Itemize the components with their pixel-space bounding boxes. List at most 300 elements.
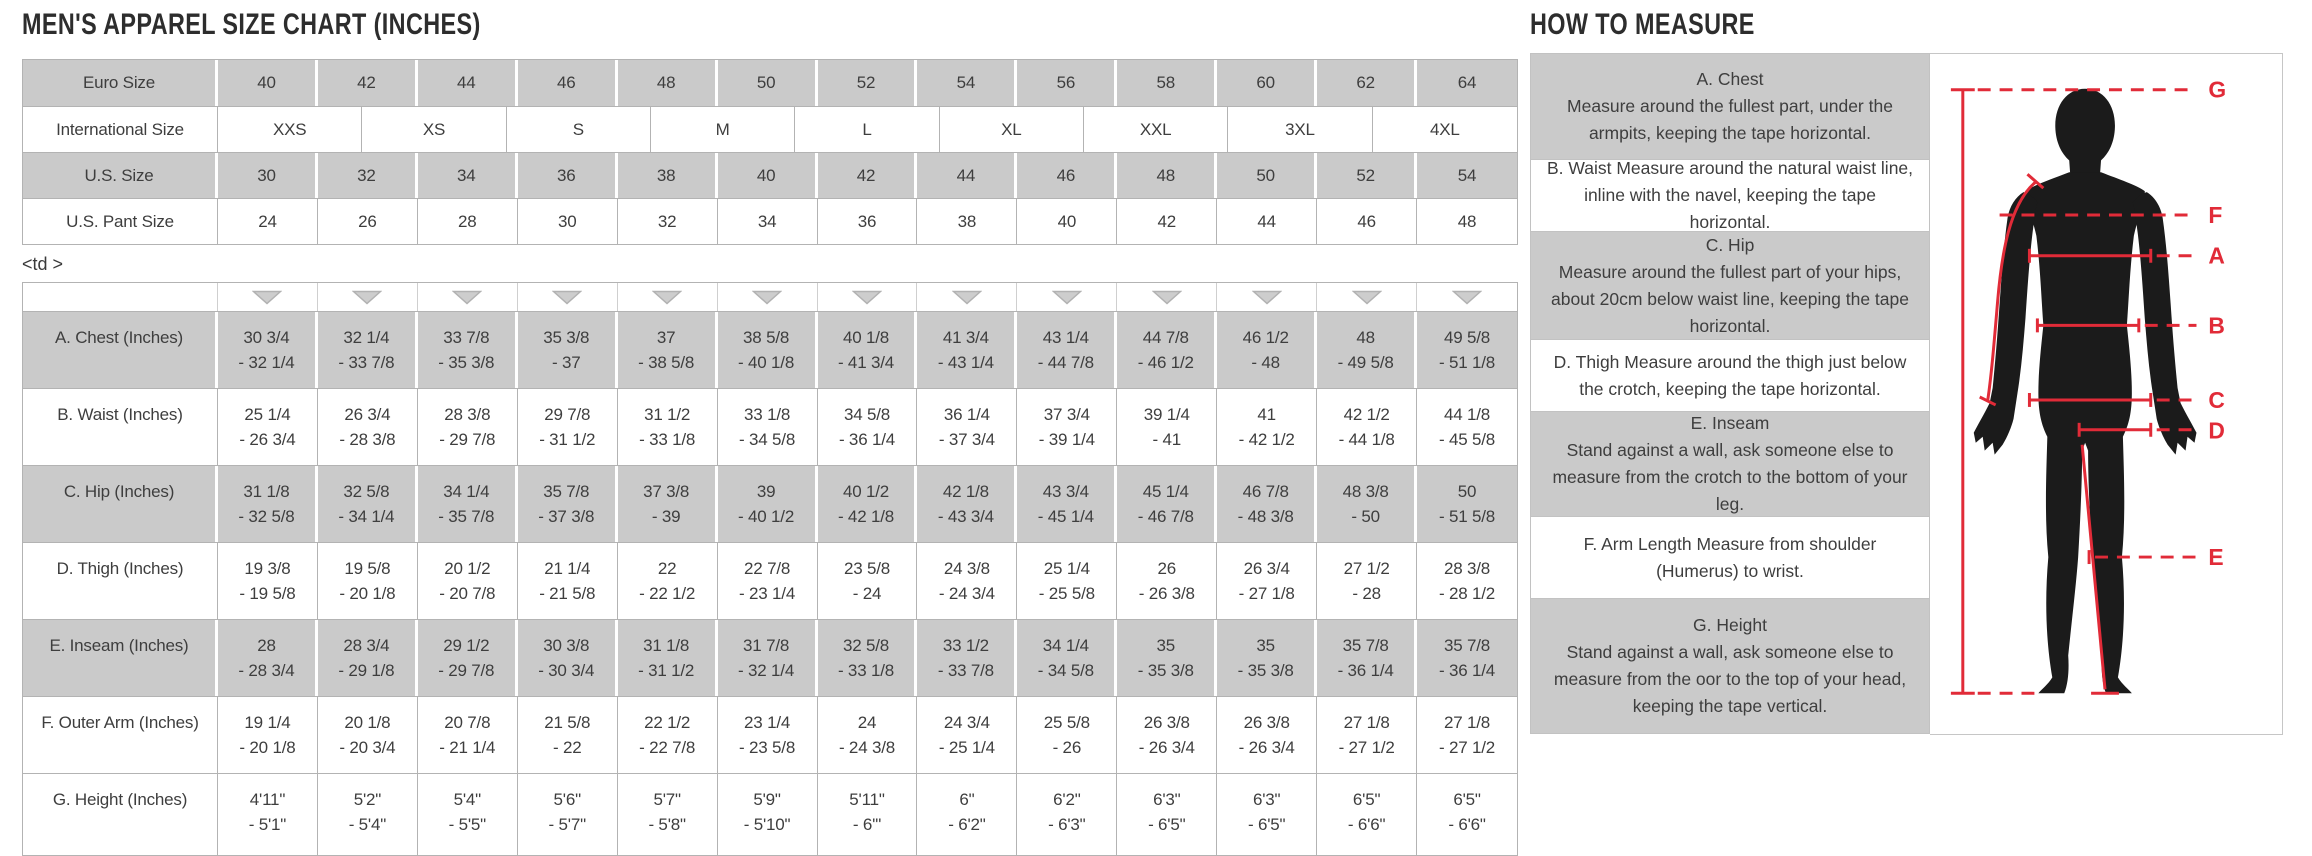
measurement-label: D. Thigh (Inches) [23, 543, 218, 619]
measurement-label: F. Outer Arm (Inches) [23, 697, 218, 773]
measurement-range [917, 697, 1017, 773]
range-line: 24 3/4 [943, 713, 990, 732]
range-line: 21 5/8 [544, 713, 591, 732]
range-line: 35 3/8 [543, 328, 590, 347]
measurement-range [1317, 466, 1417, 542]
range-line: - 28 [1352, 584, 1381, 603]
range-line: 43 3/4 [1042, 482, 1089, 501]
range-line: 20 7/8 [444, 713, 491, 732]
size-value: L [795, 107, 939, 152]
range-line: - 41 [1152, 430, 1181, 449]
range-line: - 51 5/8 [1439, 507, 1496, 526]
measurement-label: B. Waist (Inches) [23, 389, 218, 465]
measurement-range [418, 389, 518, 465]
range-line: - 29 1/8 [338, 661, 395, 680]
measurement-range [318, 466, 418, 542]
dropdown-arrow-cell[interactable] [1117, 283, 1217, 311]
measurement-range [818, 543, 918, 619]
range-line: 24 3/8 [943, 559, 990, 578]
male-silhouette [1974, 89, 2197, 694]
range-line: 6" [959, 790, 975, 809]
dropdown-arrow-icon[interactable] [652, 290, 682, 305]
range-line: - 26 3/4 [1138, 738, 1195, 757]
range-line: - 27 1/2 [1338, 738, 1395, 757]
measurement-range [618, 697, 718, 773]
size-value: 36 [818, 199, 918, 244]
measurement-range [917, 466, 1017, 542]
measurement-range [518, 389, 618, 465]
range-line: 29 7/8 [544, 405, 591, 424]
measurement-range [518, 312, 618, 388]
range-line: - 23 5/8 [739, 738, 796, 757]
measurement-label: A. Chest (Inches) [23, 312, 218, 388]
measurement-range [1317, 620, 1417, 696]
range-line: - 29 7/8 [439, 430, 496, 449]
range-line: 26 3/4 [344, 405, 391, 424]
range-line: - 28 3/8 [339, 430, 396, 449]
measurement-range [718, 620, 818, 696]
range-line: 23 1/4 [744, 713, 791, 732]
range-line: - 36 1/4 [1337, 661, 1394, 680]
size-value: 48 [1117, 153, 1217, 198]
dropdown-arrow-icon[interactable] [452, 290, 482, 305]
size-value: 28 [418, 199, 518, 244]
measurement-range [1417, 466, 1517, 542]
range-line: 39 1/4 [1143, 405, 1190, 424]
range-line: - 44 7/8 [1037, 353, 1094, 372]
measurement-range [718, 389, 818, 465]
size-value: 52 [818, 60, 918, 106]
diagram-letter-labels [2208, 77, 2226, 570]
range-line: 35 7/8 [1443, 636, 1491, 655]
measurement-range [518, 466, 618, 542]
measurement-range [818, 466, 918, 542]
range-line: - 43 3/4 [937, 507, 994, 526]
measurement-range [917, 543, 1017, 619]
instruction-title: C. Hip [1705, 234, 1755, 255]
range-line: - 5'1" [248, 815, 287, 834]
range-line: 20 1/8 [344, 713, 391, 732]
measurement-range [818, 697, 918, 773]
range-line: 36 1/4 [943, 405, 990, 424]
row-label: U.S. Size [23, 153, 218, 198]
measurement-range [1117, 774, 1217, 855]
range-line: 34 1/4 [443, 482, 490, 501]
range-line: - 41 3/4 [837, 353, 895, 372]
dropdown-arrow-cell[interactable] [618, 283, 718, 311]
range-line: 26 3/8 [1143, 713, 1190, 732]
size-conversion-table [22, 59, 1518, 245]
measurement-range [218, 774, 318, 855]
range-line: 6'5" [1453, 790, 1481, 809]
dropdown-arrow-cell[interactable] [1017, 283, 1117, 311]
measurement-range [818, 312, 918, 388]
range-line: - 38 5/8 [638, 353, 695, 372]
range-line: - 23 1/4 [739, 584, 796, 603]
size-value: 26 [318, 199, 418, 244]
measurement-row-f-outer-arm-inches [23, 696, 1517, 773]
range-line: - 24 [852, 584, 882, 603]
measurement-row-d-thigh-inches [23, 542, 1517, 619]
range-line: 6'2" [1053, 790, 1081, 809]
diagram-label-F: F [2208, 201, 2223, 228]
dropdown-arrow-icon[interactable] [952, 290, 982, 305]
range-line: - 51 1/8 [1439, 353, 1496, 372]
size-row-international-size [23, 106, 1517, 152]
size-value: 24 [218, 199, 318, 244]
range-line: 35 [1256, 636, 1275, 655]
measurement-range [518, 543, 618, 619]
range-line: - 43 1/4 [937, 353, 994, 372]
measurement-range [818, 620, 918, 696]
measurement-range [1017, 389, 1117, 465]
instruction-text: Stand against a wall, ask someone else to measure from the crotch to the bottom of your leg. [1552, 440, 1908, 514]
measurement-range [1017, 620, 1117, 696]
size-chart-section [22, 8, 1518, 856]
range-line: - 26 [1052, 738, 1082, 757]
measurement-range [418, 543, 518, 619]
range-line: - 39 1/4 [1038, 430, 1095, 449]
row-label: International Size [23, 107, 218, 152]
measurement-range [1017, 466, 1117, 542]
range-line: - 6'5" [1247, 815, 1286, 834]
measurement-range [218, 466, 318, 542]
range-line: 25 1/4 [244, 405, 291, 424]
range-line: - 33 7/8 [937, 661, 994, 680]
measurement-range [1417, 543, 1517, 619]
range-line: 31 1/2 [644, 405, 691, 424]
instruction-text: Stand against a wall, ask someone else to measure from the oor to the top of your head, keeping the tape vertical. [1553, 642, 1907, 716]
range-line: - 21 5/8 [539, 584, 596, 603]
size-value: 64 [1457, 73, 1477, 92]
measurement-range [1117, 312, 1217, 388]
range-line: - 26 3/4 [1238, 738, 1295, 757]
measurement-range [818, 774, 918, 855]
range-line: - 5'7" [548, 815, 586, 834]
range-line: 25 1/4 [1043, 559, 1090, 578]
instruction-title: E. Inseam [1690, 413, 1770, 433]
range-line: - 44 1/8 [1338, 430, 1395, 449]
dropdown-arrow-icon[interactable] [252, 290, 282, 305]
range-line: - 48 3/8 [1237, 507, 1294, 526]
range-line: - 6'6" [1347, 815, 1386, 834]
range-line: - 36 1/4 [838, 430, 896, 449]
dropdown-arrow-cell[interactable] [218, 283, 318, 311]
range-line: - 32 1/4 [738, 661, 795, 680]
measurement-range [1017, 697, 1117, 773]
measurement-range [1217, 466, 1317, 542]
dropdown-arrow-icon[interactable] [1452, 290, 1482, 305]
range-line: 33 1/8 [744, 405, 791, 424]
measurement-range [1117, 466, 1217, 542]
measurement-row-e-inseam-inches [23, 619, 1517, 696]
range-line: - 39 [651, 507, 681, 526]
dropdown-arrow-cell[interactable] [318, 283, 418, 311]
measurement-range [1217, 312, 1317, 388]
size-value: 30 [518, 199, 618, 244]
range-line: - 22 7/8 [639, 738, 696, 757]
range-line: - 31 1/2 [539, 430, 596, 449]
dropdown-arrow-icon[interactable] [352, 290, 382, 305]
size-value: 3XL [1228, 107, 1372, 152]
range-line: 27 1/2 [1343, 559, 1390, 578]
range-line: 22 1/2 [644, 713, 691, 732]
range-line: - 37 3/4 [938, 430, 995, 449]
range-line: - 36 1/4 [1439, 661, 1496, 680]
measurement-range [718, 312, 818, 388]
diagram-label-A: A [2208, 242, 2225, 269]
range-line: - 25 5/8 [1038, 584, 1095, 603]
instruction-title: G. Height [1693, 615, 1767, 635]
measurement-range [418, 312, 518, 388]
range-line: 31 7/8 [743, 636, 790, 655]
dropdown-arrow-icon[interactable] [1152, 290, 1182, 305]
range-line: - 34 5/8 [1037, 661, 1094, 680]
range-line: - 6'" [852, 815, 882, 834]
size-row-euro-size [23, 60, 1517, 106]
measure-instruction-c-hip [1531, 231, 1929, 339]
measurement-range [718, 543, 818, 619]
range-line: 19 5/8 [344, 559, 391, 578]
dropdown-arrow-icon[interactable] [1352, 290, 1382, 305]
size-row-u-s-pant-size [23, 198, 1517, 244]
range-line: 6'5" [1352, 790, 1381, 809]
range-line: 30 3/8 [543, 636, 590, 655]
size-value: 46 [1317, 199, 1417, 244]
size-value: 54 [1457, 165, 1477, 185]
range-line: 5'7" [653, 790, 681, 809]
diagram-label-C: C [2208, 386, 2225, 413]
range-line: 32 5/8 [842, 636, 890, 655]
size-value: 44 [917, 153, 1017, 198]
silhouette-head [2055, 89, 2115, 175]
measure-instruction-a-chest [1531, 54, 1929, 159]
range-line: - 42 1/8 [837, 507, 895, 526]
range-line: 37 [656, 328, 676, 347]
range-line: 22 [657, 559, 677, 578]
range-line: 37 3/4 [1043, 405, 1090, 424]
measurement-range [1017, 774, 1117, 855]
size-value: 44 [1217, 199, 1317, 244]
range-line: - 27 1/8 [1238, 584, 1295, 603]
dropdown-arrow-icon[interactable] [552, 290, 582, 305]
range-line: 28 3/4 [343, 636, 390, 655]
range-line: 45 1/4 [1142, 482, 1189, 501]
measurement-range [218, 620, 318, 696]
range-line: 6'3" [1153, 790, 1181, 809]
measurement-range [318, 620, 418, 696]
size-value: 54 [917, 60, 1017, 106]
measurement-range [818, 389, 918, 465]
silhouette-left-arm [1974, 192, 2038, 455]
measurement-range [618, 466, 718, 542]
range-line: - 45 1/4 [1037, 507, 1094, 526]
range-line: - 33 1/8 [837, 661, 895, 680]
measurement-label: E. Inseam (Inches) [23, 620, 218, 696]
size-value: 38 [618, 153, 718, 198]
measure-instruction-g-height [1531, 598, 1929, 733]
measurement-range [917, 312, 1017, 388]
dropdown-arrow-cell[interactable] [418, 283, 518, 311]
size-value: 40 [218, 60, 318, 106]
dropdown-arrow-cell[interactable] [718, 283, 818, 311]
size-value: XL [940, 107, 1084, 152]
range-line: 28 3/8 [1443, 559, 1491, 578]
range-line: 31 1/8 [643, 636, 690, 655]
dropdown-arrow-cell[interactable] [1217, 283, 1317, 311]
range-line: - 20 3/4 [339, 738, 396, 757]
range-line: - 35 3/8 [438, 353, 495, 372]
measure-instruction-d-thigh [1531, 339, 1929, 411]
range-line: 33 1/2 [942, 636, 989, 655]
size-row-u-s-size [23, 152, 1517, 198]
range-line: - 35 7/8 [438, 507, 495, 526]
measure-instruction-b-waist [1531, 159, 1929, 231]
range-line: - 29 7/8 [438, 661, 495, 680]
diagram-label-G: G [2208, 76, 2227, 103]
size-value: 32 [318, 153, 418, 198]
range-line: 46 1/2 [1242, 328, 1289, 347]
range-line: 27 1/8 [1443, 713, 1491, 732]
measurement-range [218, 312, 318, 388]
how-to-measure-section [1530, 8, 2283, 735]
range-line: - 30 3/4 [538, 661, 595, 680]
measurement-range [418, 620, 518, 696]
measurement-row-a-chest-inches [23, 311, 1517, 388]
range-line: 48 [1356, 328, 1375, 347]
size-value: 42 [318, 60, 418, 106]
dropdown-arrow-icon[interactable] [1252, 290, 1282, 305]
dropdown-arrow-icon[interactable] [752, 290, 782, 305]
measurement-range [1017, 312, 1117, 388]
range-line: - 34 5/8 [739, 430, 796, 449]
measurement-range [318, 389, 418, 465]
range-line: 34 5/8 [843, 405, 891, 424]
size-value: 34 [718, 199, 818, 244]
range-line: 28 [257, 636, 276, 655]
range-line: 34 1/4 [1042, 636, 1089, 655]
range-line: 40 1/2 [842, 482, 890, 501]
range-line: 35 7/8 [543, 482, 590, 501]
measurement-range [917, 774, 1017, 855]
range-line: - 6'6" [1448, 815, 1486, 834]
dropdown-header-row [23, 283, 1517, 311]
measurement-range [718, 774, 818, 855]
range-line: 35 [1156, 636, 1176, 655]
size-value: XXL [1084, 107, 1228, 152]
range-line: 44 1/8 [1443, 405, 1491, 424]
range-line: - 6'3" [1048, 815, 1086, 834]
range-line: 26 3/8 [1243, 713, 1290, 732]
measurement-range [1217, 389, 1317, 465]
range-line: - 40 1/2 [738, 507, 795, 526]
range-line: 32 1/4 [343, 328, 390, 347]
range-line: 43 1/4 [1042, 328, 1089, 347]
range-line: - 35 3/8 [1237, 661, 1294, 680]
size-value: 56 [1017, 60, 1117, 106]
range-line: 30 3/4 [243, 328, 290, 347]
range-line: - 20 1/8 [339, 584, 396, 603]
size-value: XXS [218, 107, 362, 152]
range-line: - 48 [1251, 353, 1280, 372]
range-line: - 49 5/8 [1337, 353, 1394, 372]
range-line: - 32 1/4 [238, 353, 295, 372]
size-value: 48 [1457, 211, 1477, 231]
size-value: 36 [518, 153, 618, 198]
dropdown-arrow-cell[interactable] [1317, 283, 1417, 311]
range-line: 29 1/2 [443, 636, 490, 655]
measurement-range [1317, 312, 1417, 388]
size-value: 34 [418, 153, 518, 198]
measure-instruction-e-inseam [1531, 411, 1929, 516]
measurement-range [618, 312, 718, 388]
range-line: 38 5/8 [743, 328, 790, 347]
range-line: - 40 1/8 [738, 353, 795, 372]
dropdown-arrow-cell[interactable] [518, 283, 618, 311]
size-value: 38 [917, 199, 1017, 244]
diagram-label-B: B [2208, 312, 2225, 339]
range-line: 19 1/4 [244, 713, 291, 732]
range-line: - 28 1/2 [1439, 584, 1496, 603]
measurement-range [1217, 620, 1317, 696]
range-line: 41 3/4 [942, 328, 989, 347]
measurement-range [1417, 620, 1517, 696]
size-value: 50 [1217, 153, 1317, 198]
measurement-range [418, 466, 518, 542]
size-chart-title: MEN'S APPAREL SIZE CHART (INCHES) [22, 8, 481, 41]
measurement-range [318, 543, 418, 619]
range-line: 48 3/8 [1342, 482, 1389, 501]
diagram-label-E: E [2208, 544, 2224, 571]
size-value: 46 [518, 60, 618, 106]
measurement-range [618, 389, 718, 465]
dropdown-arrow-cell[interactable] [818, 283, 918, 311]
stray-td-text: <td > [22, 254, 64, 274]
measurement-row-b-waist-inches [23, 388, 1517, 465]
range-line: 33 7/8 [443, 328, 490, 347]
body-measurement-diagram [1930, 53, 2283, 735]
measurement-range [1217, 774, 1317, 855]
size-value: 62 [1317, 60, 1417, 106]
size-value: 42 [1117, 199, 1217, 244]
dropdown-arrow-icon[interactable] [852, 290, 882, 305]
diagram-label-D: D [2208, 417, 2225, 444]
size-value: 42 [818, 153, 918, 198]
range-line: 22 7/8 [744, 559, 791, 578]
range-line: 23 5/8 [843, 559, 891, 578]
range-line: 5'6" [553, 790, 581, 809]
range-line: - 24 3/8 [838, 738, 896, 757]
range-line: 49 5/8 [1443, 328, 1491, 347]
range-line: 28 3/8 [444, 405, 491, 424]
dropdown-arrow-icon[interactable] [1052, 290, 1082, 305]
dropdown-arrow-cell[interactable] [917, 283, 1017, 311]
range-line: 27 1/8 [1343, 713, 1390, 732]
measurement-range [1317, 543, 1417, 619]
dropdown-arrow-cell[interactable] [1417, 283, 1517, 311]
size-value: 48 [618, 60, 718, 106]
range-line: 5'2" [353, 790, 382, 809]
measurement-label: C. Hip (Inches) [23, 466, 218, 542]
range-line: - 27 1/2 [1439, 738, 1496, 757]
measurement-range [1217, 697, 1317, 773]
measurement-range [218, 697, 318, 773]
instruction-title: A. Chest [1696, 69, 1764, 89]
measurement-range [1017, 543, 1117, 619]
measurement-range [418, 774, 518, 855]
range-line: 39 [756, 482, 776, 501]
range-line: 5'11" [849, 790, 885, 809]
